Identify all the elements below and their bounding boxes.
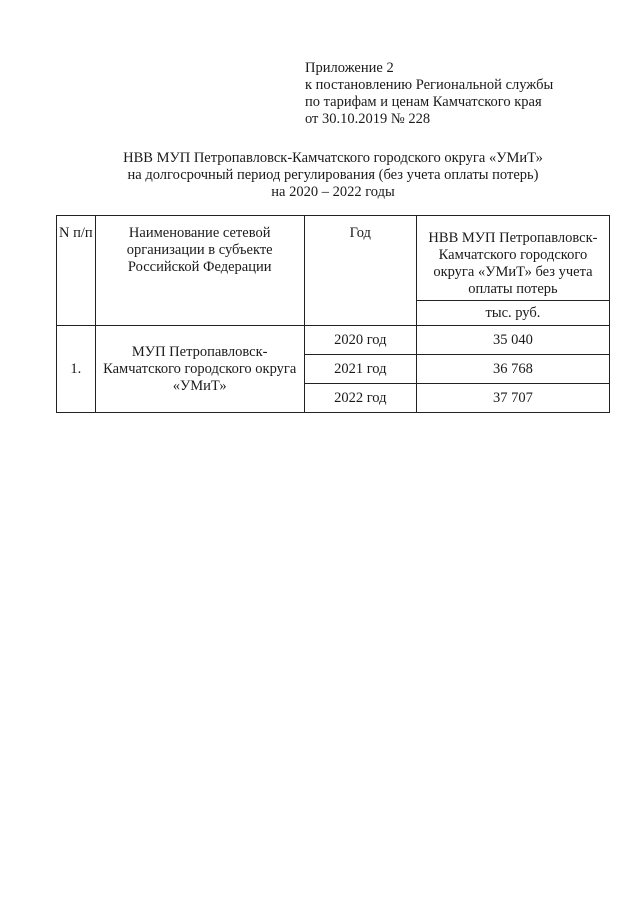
header-name-text: Наименование сетевой организации в субъекте Российской Федерации [126, 225, 273, 275]
row-value: 36 768 [416, 355, 609, 384]
row-year: 2020 год [304, 326, 416, 355]
header-name [95, 216, 304, 326]
header-value [416, 216, 609, 301]
unit-cell: тыс. руб. [416, 301, 609, 326]
appendix-line: Приложение 2 [305, 60, 394, 76]
header-num [57, 216, 96, 326]
header-year-text: Год [349, 225, 371, 241]
row-value: 37 707 [416, 384, 609, 413]
appendix-line: по тарифам и ценам Камчатского края [305, 94, 542, 110]
tariff-table [56, 215, 610, 413]
appendix-line: от 30.10.2019 № 228 [305, 111, 431, 127]
table-header-row [57, 216, 610, 301]
header-year [304, 216, 416, 326]
appendix-line: к постановлению Региональной службы [305, 77, 554, 93]
header-value-text: НВВ МУП Петропавловск-Камчатского городского округа «УМиТ» без учета оплаты потерь [428, 230, 598, 297]
row-name: МУП Петропавловск-Камчатского городского округа «УМиТ» [95, 326, 304, 413]
table-row [57, 326, 610, 355]
row-year: 2021 год [304, 355, 416, 384]
document-title [0, 150, 640, 201]
row-value: 35 040 [416, 326, 609, 355]
title-line: НВВ МУП Петропавловск-Камчатского городского округа «УМиТ» [123, 150, 543, 166]
row-year: 2022 год [304, 384, 416, 413]
title-line: на 2020 – 2022 годы [271, 184, 395, 200]
header-num-text: N п/п [59, 225, 93, 241]
title-line: на долгосрочный период регулирования (без учета оплаты потерь) [127, 167, 539, 183]
appendix-header [305, 60, 553, 128]
row-num: 1. [57, 326, 96, 413]
